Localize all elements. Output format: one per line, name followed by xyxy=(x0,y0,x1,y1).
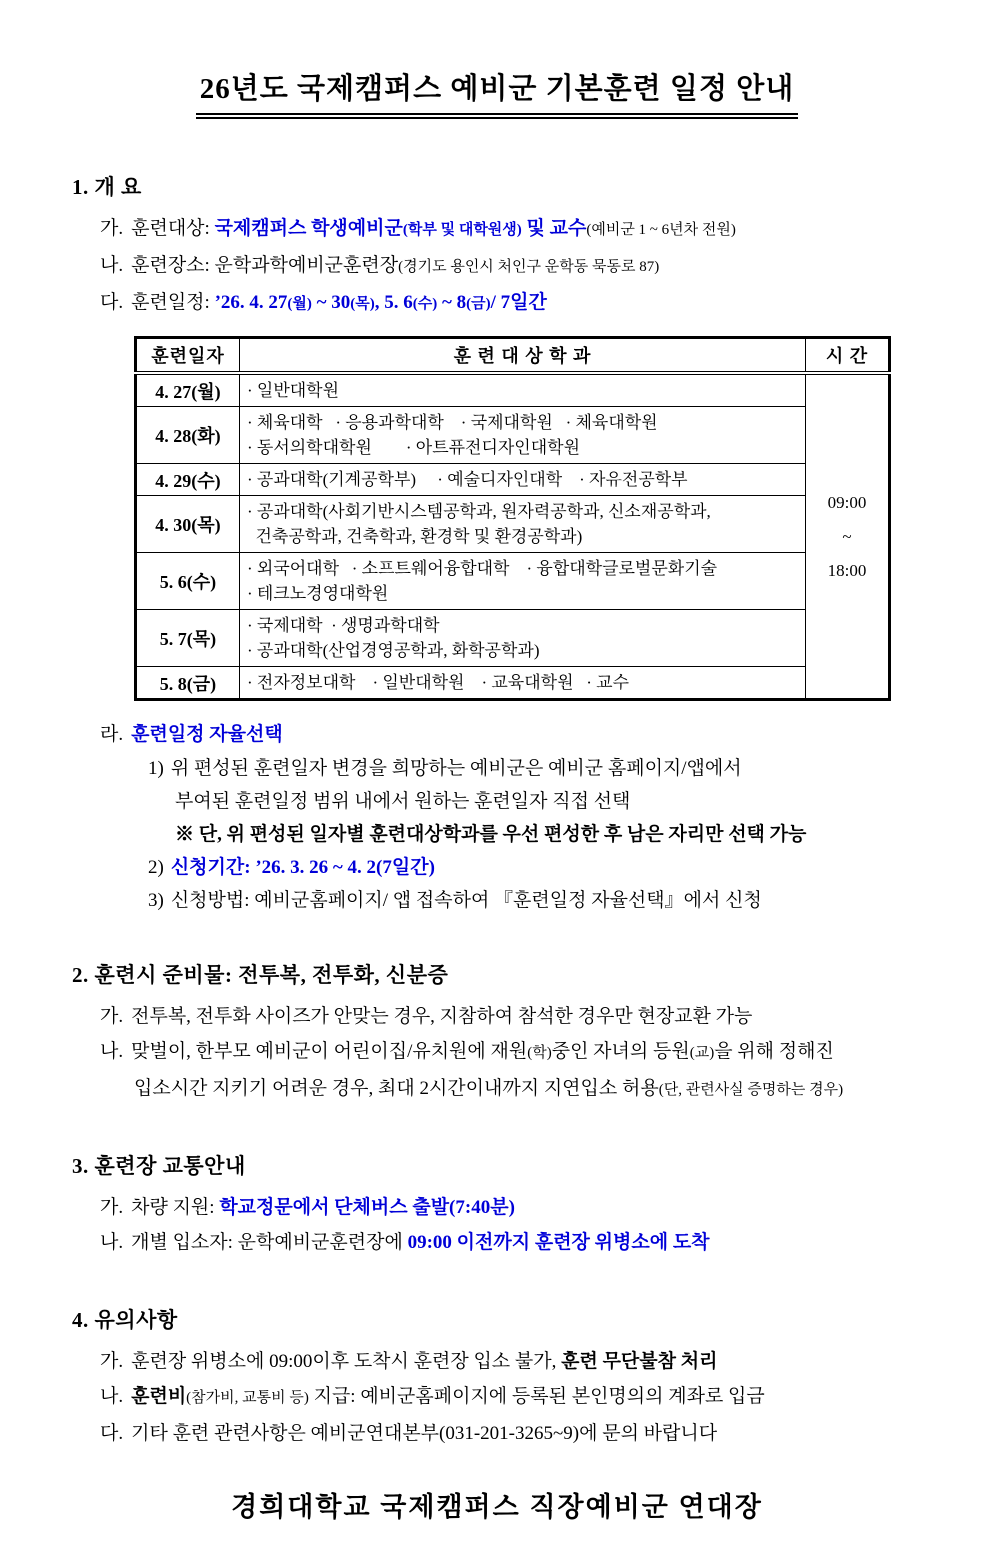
text-segment: 중인 자녀의 등원 xyxy=(551,1041,690,1062)
text-segment: 훈련일정: xyxy=(131,292,215,313)
date-cell: 5. 6(수) xyxy=(136,553,240,610)
table-header-cell: 훈련일자 xyxy=(136,338,240,374)
text-segment: (월) xyxy=(287,296,312,312)
item-label: 가. xyxy=(100,1197,124,1218)
item-label: 나. xyxy=(100,255,124,276)
item-label: 가. xyxy=(100,1006,124,1027)
item-text xyxy=(131,218,736,239)
departments-cell xyxy=(240,373,806,407)
text-segment: 국제캠퍼스 학생예비군 xyxy=(214,218,403,239)
table-row xyxy=(136,610,890,667)
departments-cell xyxy=(240,496,806,553)
text-segment: 지급: 예비군홈페이지에 등록된 본인명의의 계좌로 입금 xyxy=(308,1386,765,1407)
departments-cell xyxy=(240,464,806,496)
item-label: 다. xyxy=(100,1423,124,1444)
text-segment: 개별 입소자: 운학예비군훈련장에 xyxy=(131,1232,408,1253)
table-row xyxy=(136,667,890,700)
text-segment: , 5. 6 xyxy=(374,292,413,313)
item-text xyxy=(131,255,659,276)
text-segment: (학) xyxy=(527,1045,552,1061)
page-title xyxy=(72,66,922,119)
text-segment: (수) xyxy=(412,296,438,312)
item-text xyxy=(131,1386,765,1407)
text-segment: 및 교수 xyxy=(521,218,587,239)
text-segment: 훈련비 xyxy=(131,1386,187,1407)
text-segment: 훈련 무단불참 처리 xyxy=(561,1351,718,1372)
text-segment: ~ 8 xyxy=(437,292,467,313)
department-line: · 공과대학(기계공학부) · 예술디자인대학 · 자유전공학부 xyxy=(247,470,688,489)
list-item-training-target xyxy=(72,211,922,248)
item-text xyxy=(171,758,742,779)
date-cell: 4. 29(수) xyxy=(136,464,240,496)
table-header-cell: 시 간 xyxy=(806,338,890,374)
departments-cell xyxy=(240,667,806,700)
table-row xyxy=(136,553,890,610)
list-item-allowance xyxy=(72,1379,922,1416)
text-segment: 입소시간 지키기 어려운 경우, 최대 2시간이내까지 지연입소 허용 xyxy=(134,1078,659,1099)
table-row xyxy=(136,407,890,464)
table-row xyxy=(136,373,890,407)
item-text xyxy=(171,890,762,911)
item-label: 1) xyxy=(148,758,164,779)
schedule-table xyxy=(134,336,891,701)
list-item-no-show xyxy=(72,1344,922,1379)
item-text xyxy=(131,1423,717,1444)
text-segment: 차량 지원: xyxy=(131,1197,220,1218)
text-segment: (금) xyxy=(466,296,491,312)
date-cell: 4. 30(목) xyxy=(136,496,240,553)
table-header-cell: 훈 련 대 상 학 과 xyxy=(240,338,806,374)
section-cautions xyxy=(72,1304,922,1451)
text-segment: / 7일간 xyxy=(490,292,547,313)
item-label: 라. xyxy=(100,724,124,745)
text-segment: 신청방법: 예비군홈페이지/ 앱 접속하여 『훈련일정 자율선택』에서 신청 xyxy=(170,890,762,911)
item-label: 나. xyxy=(100,1041,124,1062)
date-cell: 5. 8(금) xyxy=(136,667,240,700)
time-text: ~ xyxy=(842,526,852,546)
text-segment: 훈련일정 자율선택 xyxy=(131,724,283,745)
section-heading-supplies: 2. 훈련시 준비물: 전투복, 전투화, 신분증 xyxy=(72,963,449,987)
list-item-training-schedule xyxy=(72,285,922,322)
department-line: · 일반대학원 xyxy=(247,381,340,400)
departments-cell xyxy=(240,553,806,610)
time-cell xyxy=(806,373,890,700)
list-item-uniform-exchange xyxy=(72,999,922,1034)
text-segment: (목) xyxy=(350,296,375,312)
text-segment: (학부 및 대학원생) xyxy=(402,222,522,238)
item-text xyxy=(171,857,435,878)
text-segment: 부여된 훈련일정 범위 내에서 원하는 훈련일자 직접 선택 xyxy=(175,791,631,812)
item-text xyxy=(131,292,547,313)
text-segment: (참가비, 교통비 등) xyxy=(186,1390,309,1406)
text-segment: 신청기간: ’26. 3. 26 ~ 4. 2(7일간) xyxy=(170,857,435,878)
sub-item-note: ※ 단, 위 편성된 일자별 훈련대상학과를 우선 편성한 후 남은 자리만 선택 가능 xyxy=(175,824,807,845)
table-row xyxy=(136,464,890,496)
list-item-late-entry xyxy=(72,1034,922,1071)
list-item-bus xyxy=(72,1190,922,1225)
item-label: 가. xyxy=(100,218,124,239)
list-item-contact xyxy=(72,1416,922,1451)
text-segment: ’26. 4. 27 xyxy=(214,292,288,313)
department-line: · 체육대학 · 응용과학대학 · 국제대학원 · 체육대학원 xyxy=(247,413,658,432)
department-line: · 외국어대학 · 소프트웨어융합대학 · 융합대학글로벌문화기술 xyxy=(247,559,718,578)
signature-line: 경희대학교 국제캠퍼스 직장예비군 연대장 xyxy=(231,1492,763,1522)
time-text: 09:00 xyxy=(827,492,867,512)
section-heading-transport: 3. 훈련장 교통안내 xyxy=(72,1154,246,1178)
text-segment: 을 위해 정해진 xyxy=(714,1041,834,1062)
list-item-individual-entry xyxy=(72,1225,922,1260)
text-segment: 맞벌이, 한부모 예비군이 어린이집/유치원에 재원 xyxy=(131,1041,528,1062)
text-segment: 위 편성된 훈련일자 변경을 희망하는 예비군은 예비군 홈페이지/앱에서 xyxy=(170,758,742,779)
sub-item-1 xyxy=(72,752,922,785)
item-label: 3) xyxy=(148,890,164,911)
department-line: · 테크노경영대학원 xyxy=(247,584,389,603)
item-text xyxy=(131,1006,752,1027)
departments-cell xyxy=(240,610,806,667)
text-segment: (교) xyxy=(689,1045,715,1061)
list-item-late-entry-continued xyxy=(72,1071,922,1108)
department-line: · 전자정보대학 · 일반대학원 · 교육대학원 · 교수 xyxy=(247,673,629,692)
time-text: 18:00 xyxy=(827,560,867,580)
text-segment: (단, 관련사실 증명하는 경우) xyxy=(658,1082,844,1098)
text-segment: 전투복, 전투화 사이즈가 안맞는 경우, 지참하여 참석한 경우만 현장교환 가능 xyxy=(131,1006,753,1027)
text-segment: 09:00 이전까지 훈련장 위병소에 도착 xyxy=(407,1232,710,1253)
item-label: 나. xyxy=(100,1232,124,1253)
item-label: 다. xyxy=(100,292,124,313)
list-item-self-select xyxy=(72,717,922,752)
item-text xyxy=(131,1197,515,1218)
department-line: · 공과대학(사회기반시스템공학과, 원자력공학과, 신소재공학과, xyxy=(247,502,711,521)
table-header-row xyxy=(136,338,890,374)
section-transport xyxy=(72,1150,922,1260)
item-label: 나. xyxy=(100,1386,124,1407)
text-segment: ~ 30 xyxy=(311,292,351,313)
date-cell: 4. 27(월) xyxy=(136,373,240,407)
page-title-text: 26년도 국제캠퍼스 예비군 기본훈련 일정 안내 xyxy=(196,66,799,119)
text-segment: 기타 훈련 관련사항은 예비군연대본부(031-201-3265~9)에 문의 바랍니다 xyxy=(131,1423,718,1444)
text-segment: (경기도 용인시 처인구 운학동 묵동로 87) xyxy=(398,259,660,275)
item-label: 2) xyxy=(148,857,164,878)
text-segment: 학교정문에서 단체버스 출발(7:40분) xyxy=(219,1197,515,1218)
section-heading-overview: 1. 개 요 xyxy=(72,175,142,199)
department-line: · 공과대학(산업경영공학과, 화학공학과) xyxy=(247,641,540,660)
text-segment: 훈련대상: xyxy=(131,218,215,239)
item-text xyxy=(134,1078,843,1099)
section-heading-cautions: 4. 유의사항 xyxy=(72,1308,178,1332)
date-cell: 5. 7(목) xyxy=(136,610,240,667)
sub-item-1-continued xyxy=(72,785,922,818)
table-row xyxy=(136,496,890,553)
text-segment: 훈련장 위병소에 09:00이후 도착시 훈련장 입소 불가, xyxy=(131,1351,562,1372)
department-line: 건축공학과, 건축학과, 환경학 및 환경공학과) xyxy=(247,527,583,546)
sub-item-3 xyxy=(72,884,922,917)
schedule-table-header xyxy=(136,338,890,374)
item-text xyxy=(131,1232,709,1253)
departments-cell xyxy=(240,407,806,464)
item-text xyxy=(131,1041,834,1062)
item-text xyxy=(131,1351,717,1372)
department-line: · 국제대학 · 생명과학대학 xyxy=(247,616,440,635)
sub-item-2 xyxy=(72,851,922,884)
section-supplies xyxy=(72,959,922,1108)
schedule-table-body xyxy=(136,373,890,700)
date-cell: 4. 28(화) xyxy=(136,407,240,464)
list-item-training-place xyxy=(72,248,922,285)
item-text xyxy=(131,724,283,745)
department-line: · 동서의학대학원 · 아트퓨전디자인대학원 xyxy=(247,438,580,457)
item-text xyxy=(175,791,630,812)
item-label: 가. xyxy=(100,1351,124,1372)
text-segment: 훈련장소: 운학과학예비군훈련장 xyxy=(131,255,399,276)
section-overview xyxy=(72,171,922,917)
text-segment: (예비군 1 ~ 6년차 전원) xyxy=(586,222,736,238)
